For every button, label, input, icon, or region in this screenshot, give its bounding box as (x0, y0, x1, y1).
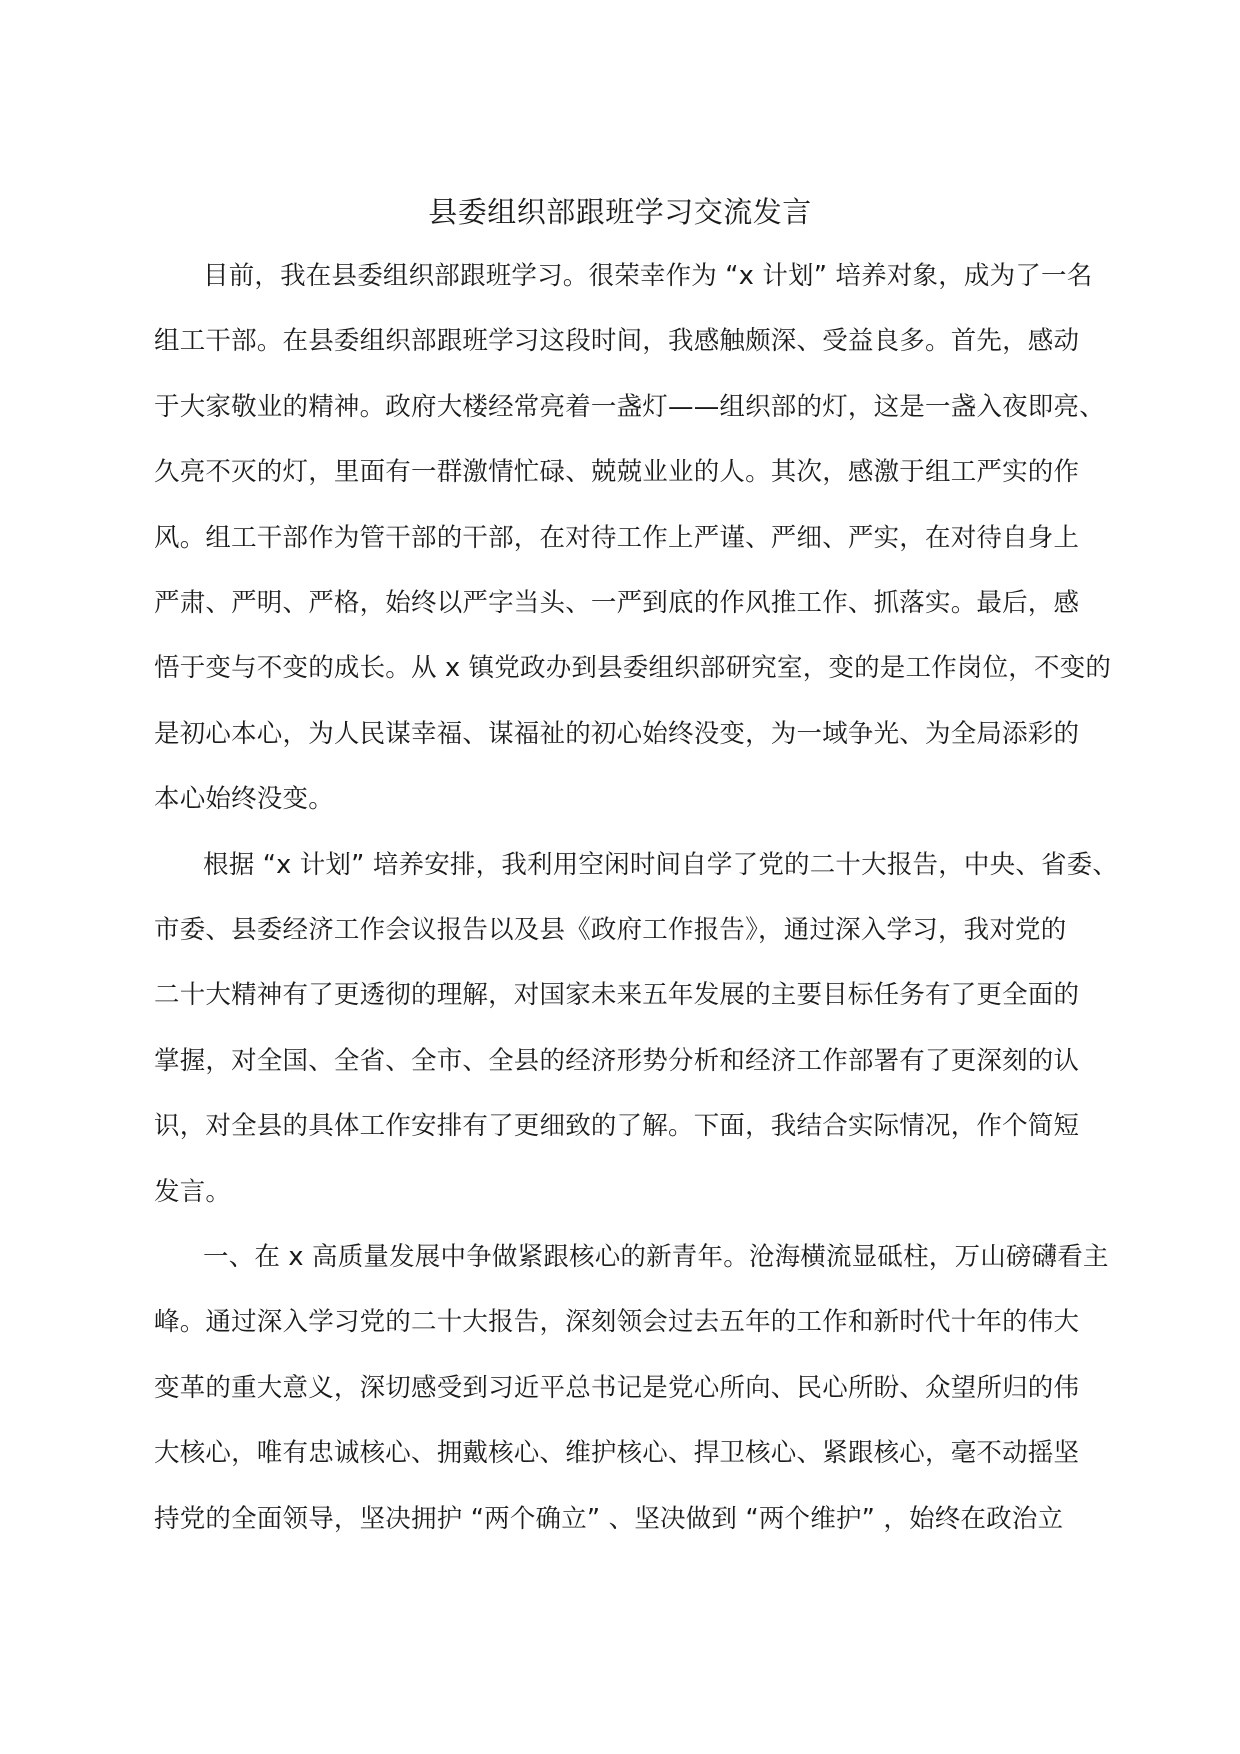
paragraph-1-line-7: 悟于变与不变的成长。从 x 镇党政办到县委组织部研究室，变的是工作岗位，不变的 (154, 653, 1112, 683)
paragraph-3-line-4: 大核心，唯有忠诚核心、拥戴核心、维护核心、捍卫核心、紧跟核心，毫不动摇坚 (154, 1438, 1080, 1468)
paragraph-1-line-4: 久亮不灭的灯，里面有一群激情忙碌、兢兢业业的人。其次，感激于组工严实的作 (154, 457, 1080, 487)
paragraph-2-line-5: 识，对全县的具体工作安排有了更细致的了解。下面，我结合实际情况，作个简短 (154, 1111, 1080, 1141)
paragraph-2-line-6: 发言。 (154, 1177, 232, 1207)
paragraph-1-line-5: 风。组工干部作为管干部的干部，在对待工作上严谨、严细、严实，在对待自身上 (154, 523, 1080, 553)
paragraph-3-line-5: 持党的全面领导，坚决拥护 “两个确立” 、坚决做到 “两个维护” ，始终在政治立 (154, 1504, 1064, 1534)
paragraph-1-line-1: 目前，我在县委组织部跟班学习。很荣幸作为 “x 计划” 培养对象，成为了一名 (203, 261, 1093, 291)
paragraph-3-line-3: 变革的重大意义，深切感受到习近平总书记是党心所向、民心所盼、众望所归的伟 (154, 1373, 1080, 1403)
paragraph-2-line-4: 掌握，对全国、全省、全市、全县的经济形势分析和经济工作部署有了更深刻的认 (154, 1046, 1080, 1076)
paragraph-1-line-9: 本心始终没变。 (154, 784, 334, 814)
paragraph-2-line-2: 市委、县委经济工作会议报告以及县《政府工作报告》，通过深入学习，我对党的 (154, 915, 1067, 945)
paragraph-3-line-2: 峰。通过深入学习党的二十大报告，深刻领会过去五年的工作和新时代十年的伟大 (154, 1307, 1080, 1337)
paragraph-3-line-1: 一、在 x 高质量发展中争做紧跟核心的新青年。沧海横流显砥柱，万山磅礴看主 (203, 1242, 1109, 1272)
paragraph-1-line-8: 是初心本心，为人民谋幸福、谋福祉的初心始终没变，为一域争光、为全局添彩的 (154, 719, 1080, 749)
paragraph-1-line-6: 严肃、严明、严格，始终以严字当头、一严到底的作风推工作、抓落实。最后，感 (154, 588, 1080, 618)
paragraph-2-line-1: 根据 “x 计划” 培养安排，我利用空闲时间自学了党的二十大报告，中央、省委、 (203, 850, 1119, 880)
document-title: 县委组织部跟班学习交流发言 (428, 195, 812, 229)
paragraph-2-line-3: 二十大精神有了更透彻的理解，对国家未来五年发展的主要目标任务有了更全面的 (154, 980, 1080, 1010)
paragraph-1-line-3: 于大家敬业的精神。政府大楼经常亮着一盏灯——组织部的灯，这是一盏入夜即亮、 (154, 392, 1105, 422)
paragraph-1-line-2: 组工干部。在县委组织部跟班学习这段时间，我感触颇深、受益良多。首先，感动 (154, 326, 1080, 356)
